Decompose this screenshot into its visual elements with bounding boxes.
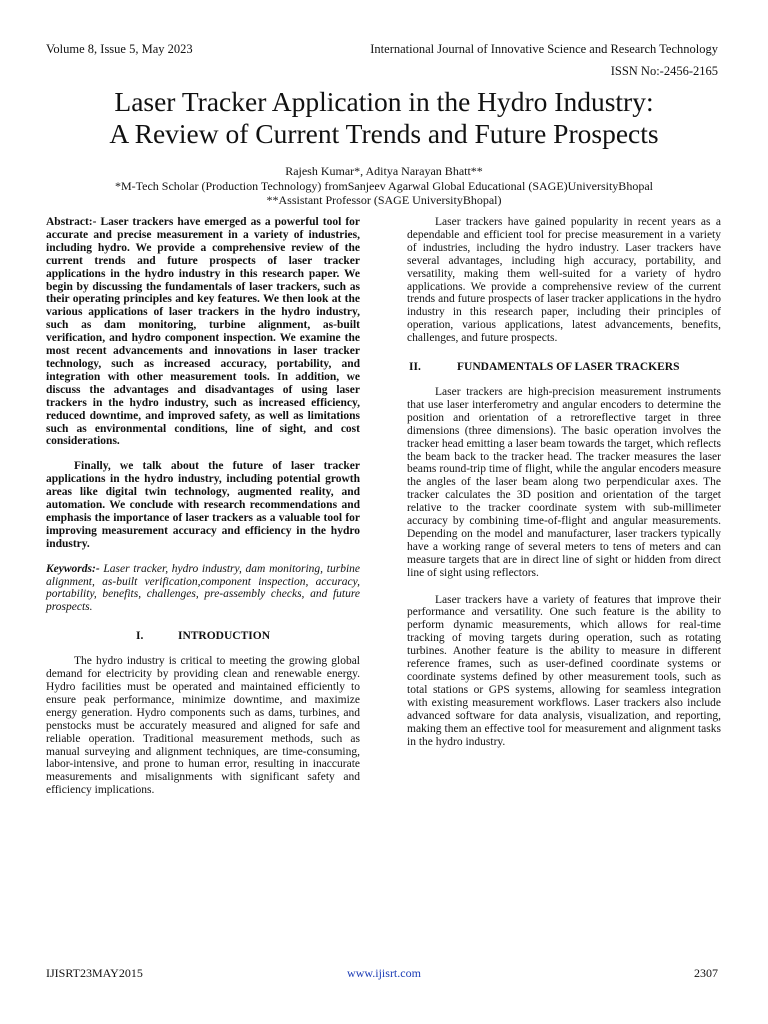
- keywords-text: Laser tracker, hydro industry, dam monitoring, turbine alignment, as-built verification,component inspection, accuracy, portability, benefits, challenges, pre-assembly checks, and future prospects.: [46, 562, 360, 614]
- fundamentals-paragraph-1: Laser trackers are high-precision measurement instruments that use laser interferometry and angular encoders to determine the position and orientation of a retroreflective target in three dimensions (three dimensions). The basic operation involves the tracker head emitting a laser beam towards the target, which reflects the beam back to the tracker head. The tracker measures the laser beams round-trip time of flight, while the angular encoders measure the angles of the laser beam along two perpendicular axes. The tracker calculates the 3D position and orientation of the target relative to the tracker coordinate system with sub-millimeter accuracy by combining time-of-flight and angular measurements. Depending on the model and manufacturer, laser trackers typically have a working range of several meters to tens of meters and can measure targets that are in direct line of sight or hidden from direct line of sight using reflectors.: [407, 385, 721, 579]
- left-column: [46, 216, 360, 797]
- section-number: I.: [135, 630, 144, 643]
- issn: ISSN No:-2456-2165: [610, 64, 718, 78]
- author-names: Rajesh Kumar*, Aditya Narayan Bhatt**: [285, 164, 483, 178]
- abstract-paragraph-1: Abstract:- Laser trackers have emerged as a powerful tool for accurate and precise measurement in a variety of industries, including hydro. We provide a comprehensive review of the current trends and future prospects of laser tracker applications in the hydro industry in this research paper. We begin by discussing the fundamentals of laser trackers, such as their operating principles and key features. We then look at the various applications of laser trackers in the hydro industry, such as dam monitoring, turbine alignment, as-built verification, and hydro component inspection. We examine the most recent advancements and innovations in laser tracker technology, such as increased accuracy, portability, and integration with other measurement tools. In addition, we discuss the advantages and disadvantages of using laser trackers in the hydro industry, such as increased efficiency, reduced downtime, and improved safety, as well as limitations such as environmental conditions, line of sight, and cost considerations.: [46, 216, 360, 448]
- paper-code: IJISRT23MAY2015: [46, 966, 143, 980]
- journal-volume: Volume 8, Issue 5, May 2023: [46, 42, 193, 56]
- fundamentals-paragraph-2: Laser trackers have a variety of features that improve their performance and versatility. One such feature is the ability to perform dynamic measurements, which allows for real-time tracking of moving targets during operation, such as rotating turbines. Another feature is the ability to measure in different reference frames, such as user-defined coordinate systems or coordinate systems defined by other measurement tools, such as total stations or GPS systems, allowing for seamless integration with existing measurement workflows. Laser trackers also include advanced software for data analysis, visualization, and reporting, making them an effective tool for measurement and alignment tasks in the hydro industry.: [407, 593, 721, 748]
- author-affiliation-2: **Assistant Professor (SAGE UniversityBhopal): [266, 193, 502, 207]
- author-affiliation-1: *M-Tech Scholar (Production Technology) fromSanjeev Agarwal Global Educational (SAGE)UniversityBhopal: [115, 178, 653, 193]
- abstract-paragraph-2: Finally, we talk about the future of laser tracker applications in the hydro industry, including potential growth areas like digital twin technology, augmented reality, and automation. We conclude with research recommendations and emphasis the importance of laser trackers as a valuable tool for improving measurement accuracy and efficiency in the hydro industry.: [46, 460, 360, 550]
- keywords-label: Keywords:-: [46, 562, 100, 575]
- section-heading-introduction: [46, 630, 360, 643]
- page-number: 2307: [694, 966, 718, 980]
- section-title: FUNDAMENTALS OF LASER TRACKERS: [457, 361, 680, 374]
- section-title: INTRODUCTION: [177, 630, 270, 643]
- introduction-paragraph-2: Laser trackers have gained popularity in recent years as a dependable and efficient tool for precise measurement in a variety of industries, including the hydro industry. Laser trackers have several advantages, including high accuracy, portability, and versatility, making them well-suited for a variety of hydro applications. We provide a comprehensive review of the current trends and future prospects of laser tracker applications in the hydro industry in this research paper, including their principles of operation, various applications, latest advancements, benefits, challenges, and future prospects.: [407, 216, 721, 345]
- keywords: [46, 563, 360, 615]
- introduction-paragraph-1: The hydro industry is critical to meeting the growing global demand for electricity by providing clean and renewable energy. Hydro facilities must be operated and maintained efficiently to ensure peak performance, minimize downtime, and maximize energy generation. Hydro components such as dams, turbines, and penstocks must be accurately measured and aligned for safe and reliable operation. Traditional measurement methods, such as manual surveying and alignment techniques, are time-consuming, labor-intensive, and prone to human error, resulting in inaccurate measurements and misalignments with significant safety and efficiency implications.: [46, 655, 360, 797]
- section-heading-fundamentals: [407, 361, 721, 374]
- section-number: II.: [409, 361, 421, 374]
- paper-title: [0, 86, 768, 150]
- title-line-1: Laser Tracker Application in the Hydro Industry:: [114, 86, 654, 117]
- journal-name: International Journal of Innovative Science and Research Technology: [370, 42, 718, 56]
- author-block: [0, 164, 768, 208]
- journal-link[interactable]: www.ijisrt.com: [347, 966, 421, 980]
- right-column: [407, 216, 721, 748]
- title-line-2: A Review of Current Trends and Future Prospects: [109, 118, 659, 149]
